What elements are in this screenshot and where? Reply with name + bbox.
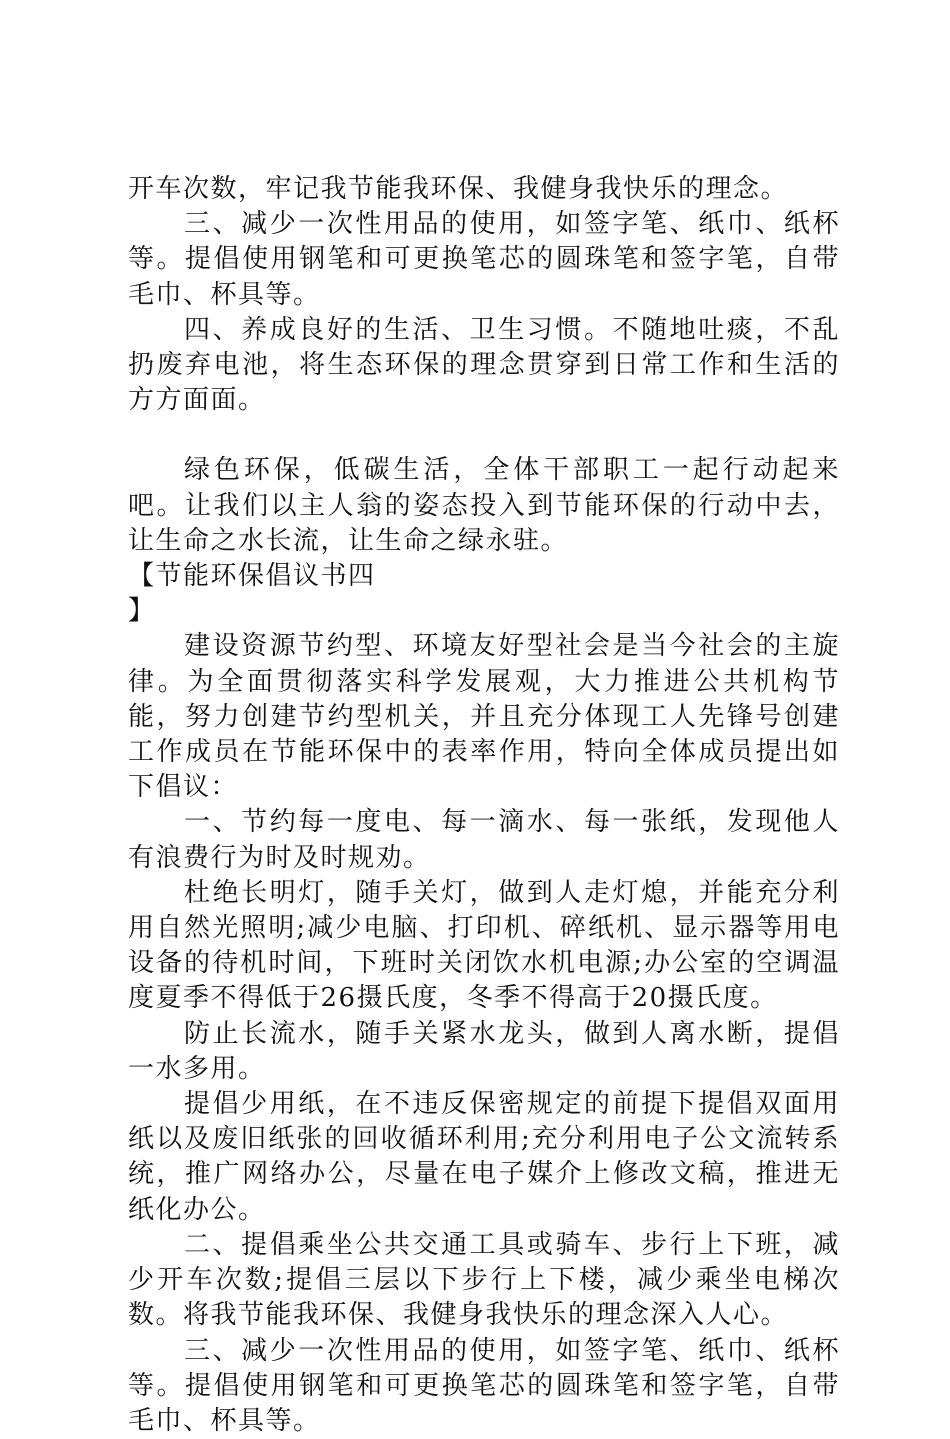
paragraph-3: 四、养成良好的生活、卫生习惯。不随地吐痰，不乱扔废弃电池，将生态环保的理念贯穿到日常工作和生活的方方面面。 xyxy=(128,313,840,419)
paragraph-11: 三、减少一次性用品的使用，如签字笔、纸巾、纸杯等。提倡使用钢笔和可更换笔芯的圆珠笔和签字笔，自带毛巾、杯具等。 xyxy=(128,1334,840,1439)
paragraph-10: 二、提倡乘坐公共交通工具或骑车、步行上下班，减少开车次数;提倡三层以下步行上下楼，减少乘坐电梯次数。将我节能我环保、我健身我快乐的理念深入人心。 xyxy=(128,1228,840,1334)
paragraph-4: 绿色环保，低碳生活，全体干部职工一起行动起来吧。让我们以主人翁的姿态投入到节能环保的行动中去，让生命之水长流，让生命之绿永驻。 xyxy=(128,453,840,559)
paragraph-1: 开车次数，牢记我节能我环保、我健身我快乐的理念。 xyxy=(128,172,840,207)
paragraph-9: 提倡少用纸，在不违反保密规定的前提下提倡双面用纸以及废旧纸张的回收循环利用;充分利用电子公文流转系统，推广网络办公，尽量在电子媒介上修改文稿，推进无纸化办公。 xyxy=(128,1087,840,1228)
paragraph-7: 杜绝长明灯，随手关灯，做到人走灯熄，并能充分利用自然光照明;减少电脑、打印机、碎纸机、显示器等用电设备的待机时间，下班时关闭饮水机电源;办公室的空调温度夏季不得低于26摄氏度，冬季不得高于20摄氏度。 xyxy=(128,876,840,1017)
paragraph-2: 三、减少一次性用品的使用，如签字笔、纸巾、纸杯等。提倡使用钢笔和可更换笔芯的圆珠笔和签字笔，自带毛巾、杯具等。 xyxy=(128,207,840,313)
document-body xyxy=(128,172,840,1439)
paragraph-6: 一、节约每一度电、每一滴水、每一张纸，发现他人有浪费行为时及时规劝。 xyxy=(128,805,840,875)
blank-line xyxy=(128,418,840,453)
section-heading: 【节能环保倡议书四 xyxy=(128,559,840,594)
paragraph-8: 防止长流水，随手关紧水龙头，做到人离水断，提倡一水多用。 xyxy=(128,1017,840,1087)
paragraph-5: 建设资源节约型、环境友好型社会是当今社会的主旋律。为全面贯彻落实科学发展观，大力推进公共机构节能，努力创建节约型机关，并且充分体现工人先锋号创建工作成员在节能环保中的表率作用，特向全体成员提出如下倡议： xyxy=(128,629,840,805)
section-heading-bracket: 】 xyxy=(128,594,840,629)
